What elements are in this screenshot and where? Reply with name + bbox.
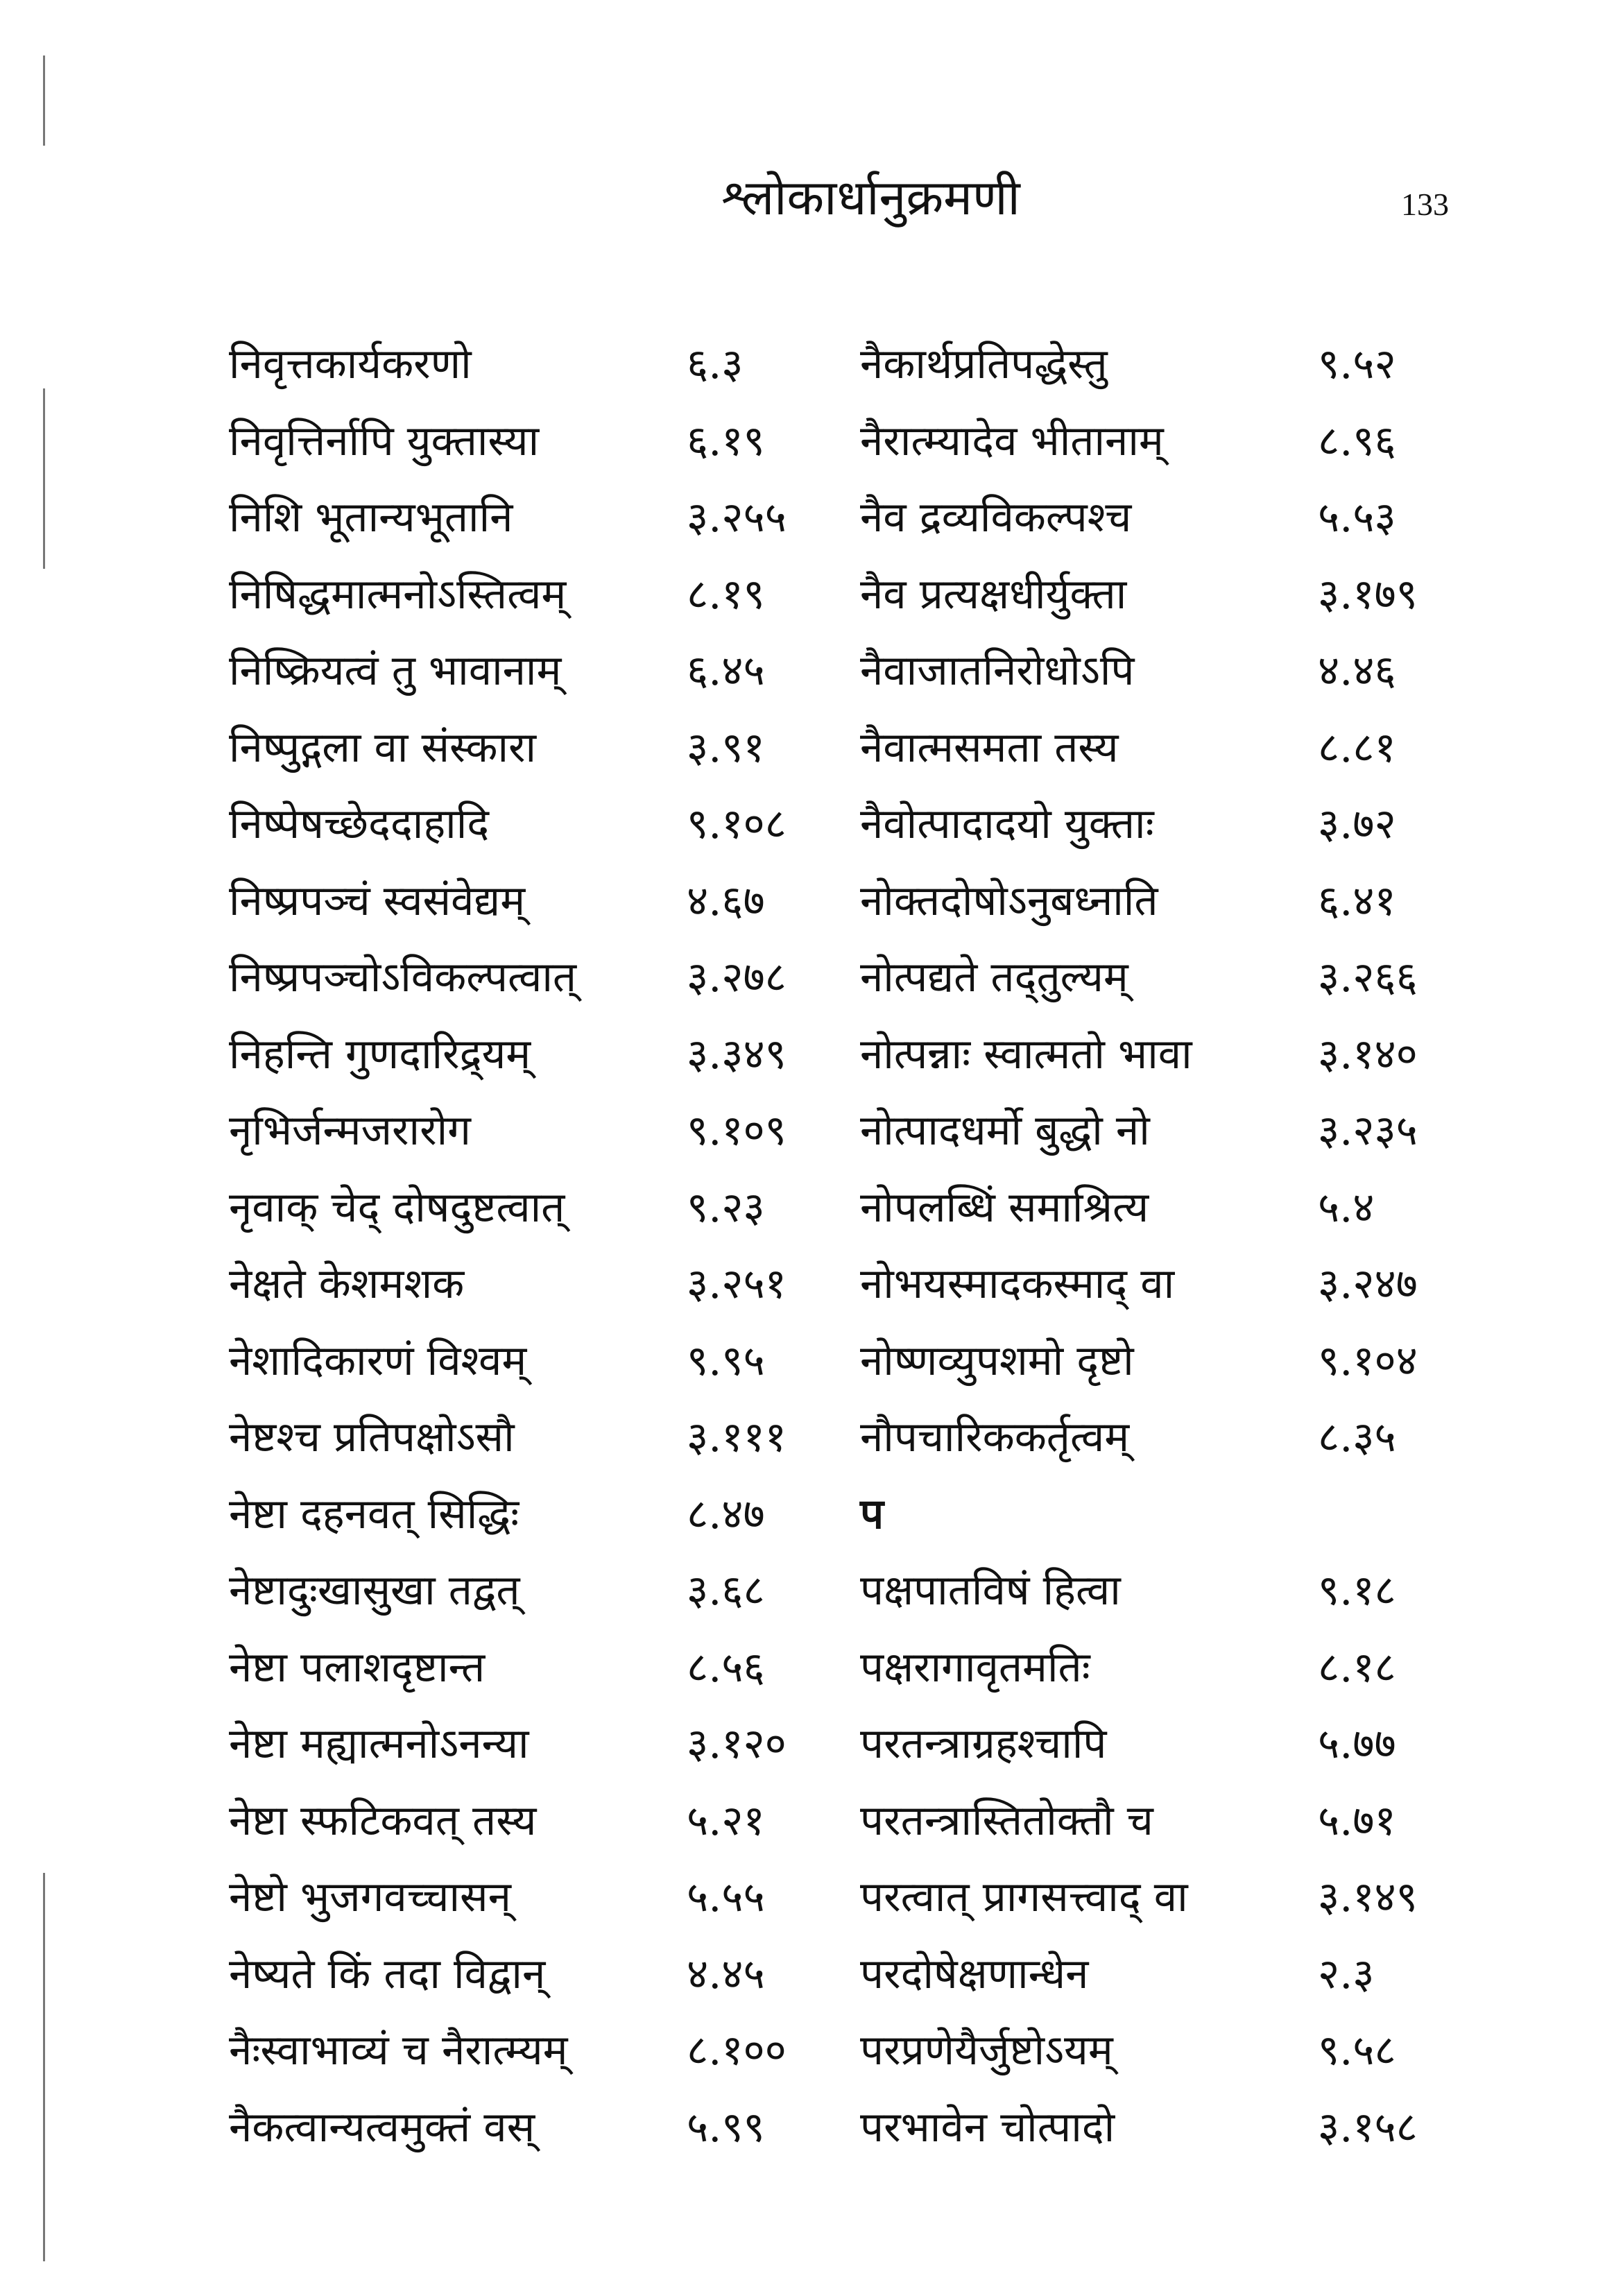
left-verse: निशि भूतान्यभूतानि xyxy=(229,493,513,542)
left-verse: निहन्ति गुणदारिद्र्यम् xyxy=(229,1029,531,1079)
right-reference: ३.१४९ xyxy=(1318,1873,1418,1921)
index-row xyxy=(229,1936,1519,2013)
right-reference: ५.५३ xyxy=(1318,493,1396,542)
right-verse: परतन्त्राग्रहश्चापि xyxy=(860,1720,1107,1768)
left-reference: ३.६८ xyxy=(687,1566,765,1615)
right-reference: ५.७१ xyxy=(1318,1796,1396,1845)
margin-line xyxy=(43,388,45,569)
index-row xyxy=(229,1552,1519,1629)
left-verse: नेष्टो भुजगवच्चासन् xyxy=(229,1873,511,1921)
left-verse: नैकत्वान्यत्वमुक्तं वस् xyxy=(229,2102,535,2152)
index-table xyxy=(229,326,1519,2166)
right-reference: ३.२४७ xyxy=(1318,1260,1418,1308)
left-verse: निवृत्तिर्नापि युक्तास्या xyxy=(229,416,540,465)
right-verse: नौपचारिककर्तृत्वम् xyxy=(860,1413,1130,1462)
index-row xyxy=(229,403,1519,480)
right-reference: ९.१०४ xyxy=(1318,1336,1418,1385)
right-reference: ८.१८ xyxy=(1318,1643,1396,1692)
right-verse: नैव प्रत्यक्षधीर्युक्ता xyxy=(860,569,1127,619)
right-verse: नोष्णव्युपशमो दृष्टो xyxy=(860,1336,1134,1385)
left-reference: ९.९५ xyxy=(687,1336,765,1385)
left-verse: नेक्षते केशमशक xyxy=(229,1260,465,1308)
right-verse: परप्रणेयैर्जुष्टोऽयम् xyxy=(860,2026,1113,2075)
left-reference: ६.१९ xyxy=(687,416,765,465)
right-reference: ९.५८ xyxy=(1318,2026,1396,2075)
left-reference: ८.४७ xyxy=(687,1489,765,1539)
page-title: श्लोकार्धानुक्रमणी xyxy=(721,169,1020,226)
right-verse: पक्षपातविषं हित्वा xyxy=(860,1566,1121,1615)
right-verse: नैकार्थप्रतिपद्धेस्तु xyxy=(860,340,1108,388)
right-verse: नोत्पन्नाः स्वात्मतो भावा xyxy=(860,1029,1192,1079)
left-verse: नेष्टा दहनवत् सिद्धिः xyxy=(229,1489,519,1539)
left-reference: ६.३ xyxy=(687,340,744,388)
left-reference: ६.४५ xyxy=(687,646,765,695)
right-reference: ३.१५८ xyxy=(1318,2102,1418,2152)
margin-line xyxy=(43,1873,45,2261)
right-verse: नैवात्मसमता तस्य xyxy=(860,723,1119,772)
right-reference: ३.२३५ xyxy=(1318,1106,1418,1155)
index-row xyxy=(229,633,1519,710)
left-reference: ५.२१ xyxy=(687,1796,765,1845)
left-reference: ८.१०० xyxy=(687,2026,787,2075)
left-verse: निष्प्रपञ्चोऽविकल्पत्वात् xyxy=(229,953,577,1002)
right-verse: परत्वात् प्रागसत्त्वाद् वा xyxy=(860,1873,1188,1921)
left-verse: नेष्टा पलाशदृष्टान्त xyxy=(229,1643,486,1692)
left-verse: नेष्टा स्फटिकवत् तस्य xyxy=(229,1796,537,1845)
index-row xyxy=(229,1783,1519,1860)
index-row xyxy=(229,1170,1519,1246)
left-reference: ३.२५१ xyxy=(687,1260,787,1308)
left-reference: ३.९१ xyxy=(687,723,765,772)
left-reference: ४.४५ xyxy=(687,1949,765,1998)
left-reference: ३.२७८ xyxy=(687,953,787,1002)
left-verse: नेष्यते किं तदा विद्वान् xyxy=(229,1949,546,1998)
right-verse: नोत्पद्यते तद्तुल्यम् xyxy=(860,953,1128,1002)
index-row xyxy=(229,479,1519,556)
right-verse: नोभयस्मादकस्माद् वा xyxy=(860,1260,1175,1308)
index-row xyxy=(229,1859,1519,1936)
right-reference: ३.७२ xyxy=(1318,800,1396,848)
left-verse: नेष्टश्च प्रतिपक्षोऽसौ xyxy=(229,1413,515,1462)
index-row xyxy=(229,786,1519,863)
index-row xyxy=(229,1399,1519,1476)
left-reference: ९.१०८ xyxy=(687,800,787,848)
page-header xyxy=(0,160,1623,236)
right-verse: नैव द्रव्यविकल्पश्च xyxy=(860,493,1132,542)
left-verse: नेष्टा मह्यात्मनोऽनन्या xyxy=(229,1720,529,1768)
right-verse: नोपलब्धिं समाश्रित्य xyxy=(860,1183,1149,1232)
left-verse: निवृत्तकार्यकरणो xyxy=(229,340,472,388)
left-verse: निष्क्रियत्वं तु भावानाम् xyxy=(229,646,562,695)
right-reference: ६.४१ xyxy=(1318,876,1396,925)
right-verse: नैवोत्पादादयो युक्ताः xyxy=(860,800,1154,848)
index-row xyxy=(229,939,1519,1016)
left-verse: नृवाक् चेद् दोषदुष्टत्वात् xyxy=(229,1183,565,1232)
left-reference: ३.१११ xyxy=(687,1413,787,1462)
right-reference: ८.९६ xyxy=(1318,416,1396,465)
index-row xyxy=(229,1323,1519,1400)
margin-line xyxy=(43,55,45,146)
right-reference: ३.२६६ xyxy=(1318,953,1418,1002)
left-verse: नेष्टादुःखासुखा तद्वत् xyxy=(229,1566,520,1615)
left-reference: ३.१२० xyxy=(687,1720,787,1768)
index-row xyxy=(229,556,1519,633)
left-verse: नृभिर्जन्मजरारोग xyxy=(229,1106,471,1155)
right-reference: ९.१८ xyxy=(1318,1566,1396,1615)
left-reference: ९.२३ xyxy=(687,1183,765,1232)
right-reference: ५.४ xyxy=(1318,1183,1375,1232)
index-row xyxy=(229,326,1519,403)
index-row xyxy=(229,1706,1519,1783)
left-reference: ८.५६ xyxy=(687,1643,765,1692)
left-reference: ३.३४९ xyxy=(687,1029,787,1079)
left-verse: निष्पुद्गला वा संस्कारा xyxy=(229,723,537,772)
left-reference: ४.६७ xyxy=(687,876,765,925)
right-verse: नोत्पादधर्मो बुद्धो नो xyxy=(860,1106,1150,1155)
index-row xyxy=(229,2012,1519,2089)
right-reference: ४.४६ xyxy=(1318,646,1396,695)
index-row xyxy=(229,1093,1519,1170)
left-reference: ९.१०९ xyxy=(687,1106,787,1155)
right-reference: ९.५२ xyxy=(1318,340,1396,388)
index-row xyxy=(229,710,1519,787)
right-reference: ८.८१ xyxy=(1318,723,1396,772)
page-number: 133 xyxy=(1401,187,1449,222)
right-verse: नैवाजातनिरोधोऽपि xyxy=(860,646,1135,695)
right-reference: ३.१४० xyxy=(1318,1029,1418,1079)
right-verse: परदोषेक्षणान्धेन xyxy=(860,1949,1089,1998)
left-verse: नेशादिकारणं विश्वम् xyxy=(229,1336,527,1385)
right-verse: परतन्त्रास्तितोक्तौ च xyxy=(860,1796,1153,1845)
index-row xyxy=(229,2089,1519,2166)
right-verse: नैरात्म्यादेव भीतानाम् xyxy=(860,416,1164,465)
left-reference: ८.१९ xyxy=(687,569,765,619)
left-reference: ३.२५५ xyxy=(687,493,787,542)
index-row xyxy=(229,1629,1519,1706)
right-reference: २.३ xyxy=(1318,1949,1375,1998)
right-verse: परभावेन चोत्पादो xyxy=(860,2102,1115,2152)
right-reference: ८.३५ xyxy=(1318,1413,1396,1462)
left-reference: ५.९९ xyxy=(687,2102,765,2152)
right-verse: पक्षरागावृतमतिः xyxy=(860,1643,1090,1692)
left-verse: निषिद्धमात्मनोऽस्तित्वम् xyxy=(229,569,567,619)
index-row xyxy=(229,1476,1519,1553)
right-verse: नोक्तदोषोऽनुबध्नाति xyxy=(860,876,1158,925)
index-row xyxy=(229,1016,1519,1093)
right-reference: ५.७७ xyxy=(1318,1720,1396,1768)
left-verse: नैःस्वाभाव्यं च नैरात्म्यम् xyxy=(229,2026,568,2075)
left-verse: निष्प्रपञ्चं स्वसंवेद्यम् xyxy=(229,876,526,925)
section-heading: प xyxy=(860,1489,884,1539)
right-reference: ३.१७९ xyxy=(1318,569,1418,619)
left-verse: निष्पेषच्छेददाहादि xyxy=(229,800,490,848)
index-row xyxy=(229,1246,1519,1323)
index-row xyxy=(229,863,1519,940)
left-reference: ५.५५ xyxy=(687,1873,765,1921)
